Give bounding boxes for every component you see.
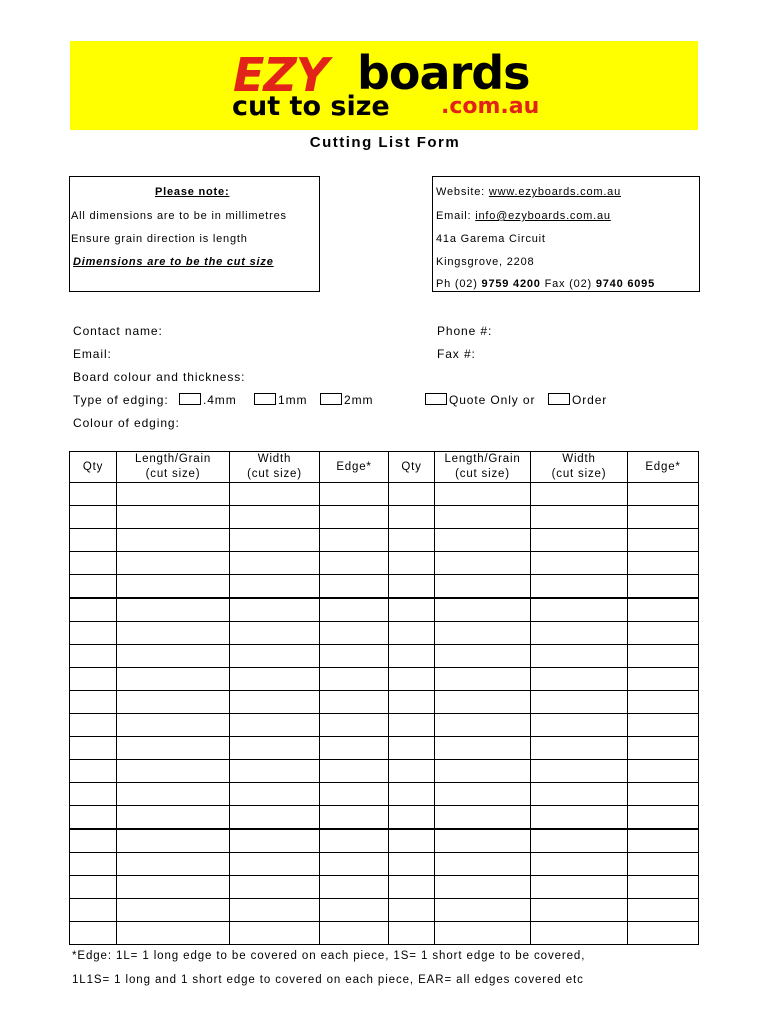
table-cell[interactable]: [117, 575, 230, 599]
email-link[interactable]: info@ezyboards.com.au: [475, 210, 611, 222]
table-row: [70, 552, 699, 575]
edging-type-label: Type of edging:: [73, 393, 169, 407]
table-cell[interactable]: [230, 691, 320, 714]
table-cell[interactable]: [230, 876, 320, 899]
table-cell[interactable]: [70, 783, 117, 806]
table-cell[interactable]: [435, 853, 531, 876]
table-cell[interactable]: [531, 668, 628, 691]
table-cell[interactable]: [70, 622, 117, 645]
table-cell[interactable]: [117, 783, 230, 806]
table-cell[interactable]: [628, 691, 699, 714]
table-cell[interactable]: [320, 806, 389, 830]
table-cell[interactable]: [320, 737, 389, 760]
quote-checkbox[interactable]: [425, 393, 447, 405]
table-row: [70, 668, 699, 691]
table-cell[interactable]: [389, 529, 435, 552]
col-header-edge: Edge*: [628, 452, 699, 483]
table-row: [70, 506, 699, 529]
table-cell[interactable]: [70, 668, 117, 691]
table-row: [70, 483, 699, 506]
table-cell[interactable]: [70, 691, 117, 714]
footer-note: *Edge: 1L= 1 long edge to be covered on each piece, 1S= 1 short edge to be covered,: [72, 950, 586, 962]
table-cell[interactable]: [320, 506, 389, 529]
table-cell[interactable]: [628, 806, 699, 830]
table-cell[interactable]: [531, 575, 628, 599]
order-checkbox[interactable]: [548, 393, 570, 405]
table-cell[interactable]: [389, 829, 435, 853]
table-cell[interactable]: [531, 529, 628, 552]
table-cell[interactable]: [117, 552, 230, 575]
table-cell[interactable]: [389, 668, 435, 691]
footer-note: 1L1S= 1 long and 1 short edge to covered on each piece, EAR= all edges covered etc: [72, 974, 584, 986]
table-cell[interactable]: [389, 853, 435, 876]
table-cell[interactable]: [389, 598, 435, 622]
table-cell[interactable]: [117, 876, 230, 899]
table-cell[interactable]: [320, 529, 389, 552]
table-cell[interactable]: [628, 876, 699, 899]
quote-label: Quote Only or: [449, 393, 536, 407]
table-cell[interactable]: [70, 575, 117, 599]
table-cell[interactable]: [117, 853, 230, 876]
table-cell[interactable]: [531, 737, 628, 760]
col-header-width: Width (cut size): [531, 452, 628, 483]
table-row: [70, 806, 699, 830]
table-cell[interactable]: [628, 598, 699, 622]
table-cell[interactable]: [320, 760, 389, 783]
table-row: [70, 829, 699, 853]
table-cell[interactable]: [435, 668, 531, 691]
table-row: [70, 853, 699, 876]
table-cell[interactable]: [230, 853, 320, 876]
table-cell[interactable]: [435, 552, 531, 575]
table-cell[interactable]: [435, 483, 531, 506]
table-cell[interactable]: [531, 483, 628, 506]
suburb: Kingsgrove, 2208: [436, 256, 535, 268]
table-cell[interactable]: [435, 575, 531, 599]
col-header-qty: Qty: [389, 452, 435, 483]
table-row: [70, 737, 699, 760]
note-line: Ensure grain direction is length: [71, 233, 248, 245]
table-cell[interactable]: [435, 645, 531, 668]
table-cell[interactable]: [389, 552, 435, 575]
table-cell[interactable]: [628, 529, 699, 552]
table-row: [70, 691, 699, 714]
table-cell[interactable]: [628, 506, 699, 529]
table-cell[interactable]: [531, 622, 628, 645]
table-cell[interactable]: [435, 529, 531, 552]
table-cell[interactable]: [531, 506, 628, 529]
website: Website: www.ezyboards.com.au: [436, 186, 622, 198]
table-cell[interactable]: [628, 737, 699, 760]
table-cell[interactable]: [230, 622, 320, 645]
table-cell[interactable]: [320, 853, 389, 876]
table-cell[interactable]: [70, 598, 117, 622]
table-cell[interactable]: [117, 622, 230, 645]
table-cell[interactable]: [230, 645, 320, 668]
table-row: [70, 622, 699, 645]
table-cell[interactable]: [320, 598, 389, 622]
table-cell[interactable]: [531, 691, 628, 714]
note-line-emphasis: Dimensions are to be the cut size: [73, 256, 274, 268]
table-row: [70, 876, 699, 899]
table-cell[interactable]: [389, 714, 435, 737]
table-cell[interactable]: [531, 714, 628, 737]
table-cell[interactable]: [531, 922, 628, 945]
table-cell[interactable]: [70, 483, 117, 506]
table-cell[interactable]: [70, 645, 117, 668]
table-cell[interactable]: [320, 783, 389, 806]
table-cell[interactable]: [531, 899, 628, 922]
table-cell[interactable]: [435, 922, 531, 945]
table-row: [70, 529, 699, 552]
phone-fax: Ph (02) 9759 4200 Fax (02) 9740 6095: [436, 278, 656, 290]
table-cell[interactable]: [435, 783, 531, 806]
table-cell[interactable]: [389, 922, 435, 945]
table-cell[interactable]: [117, 598, 230, 622]
logo-domain: .com.au: [441, 94, 540, 119]
edging-04mm-checkbox[interactable]: [179, 393, 201, 405]
table-cell[interactable]: [435, 691, 531, 714]
edging-option-label: .4mm: [203, 393, 237, 407]
table-cell[interactable]: [628, 853, 699, 876]
table-cell[interactable]: [435, 598, 531, 622]
website-link[interactable]: www.ezyboards.com.au: [488, 186, 622, 198]
table-cell[interactable]: [628, 552, 699, 575]
table-cell[interactable]: [230, 760, 320, 783]
address: 41a Garema Circuit: [436, 233, 546, 245]
table-cell[interactable]: [320, 876, 389, 899]
edging-2mm-checkbox[interactable]: [320, 393, 342, 405]
table-cell[interactable]: [230, 668, 320, 691]
table-row: [70, 899, 699, 922]
table-cell[interactable]: [435, 714, 531, 737]
note-line: All dimensions are to be in millimetres: [71, 210, 287, 222]
table-cell[interactable]: [117, 737, 230, 760]
cutting-list-table: [69, 451, 699, 945]
table-cell[interactable]: [435, 899, 531, 922]
col-header-length: Length/Grain (cut size): [117, 452, 230, 483]
table-cell[interactable]: [435, 737, 531, 760]
table-cell[interactable]: [389, 876, 435, 899]
table-cell[interactable]: [389, 645, 435, 668]
col-header-width: Width (cut size): [230, 452, 320, 483]
table-cell[interactable]: [531, 876, 628, 899]
table-cell[interactable]: [230, 737, 320, 760]
table-cell[interactable]: [230, 575, 320, 599]
table-cell[interactable]: [70, 714, 117, 737]
table-cell[interactable]: [531, 853, 628, 876]
logo-tagline: cut to size: [232, 91, 390, 122]
table-cell[interactable]: [320, 552, 389, 575]
table-cell[interactable]: [320, 622, 389, 645]
table-cell[interactable]: [70, 506, 117, 529]
table-cell[interactable]: [435, 806, 531, 830]
table-cell[interactable]: [230, 922, 320, 945]
table-cell[interactable]: [117, 483, 230, 506]
page-title: Cutting List Form: [309, 134, 461, 151]
table-cell[interactable]: [320, 668, 389, 691]
table-cell[interactable]: [230, 806, 320, 830]
table-row: [70, 760, 699, 783]
table-cell[interactable]: [628, 922, 699, 945]
table-cell[interactable]: [435, 829, 531, 853]
table-cell[interactable]: [230, 598, 320, 622]
table-cell[interactable]: [531, 806, 628, 830]
email-label: Email:: [73, 347, 112, 361]
table-cell[interactable]: [320, 691, 389, 714]
table-cell[interactable]: [70, 899, 117, 922]
edging-1mm-checkbox[interactable]: [254, 393, 276, 405]
table-cell[interactable]: [531, 645, 628, 668]
table-cell[interactable]: [70, 737, 117, 760]
table-cell[interactable]: [435, 876, 531, 899]
table-cell[interactable]: [117, 645, 230, 668]
table-cell[interactable]: [320, 899, 389, 922]
table-cell[interactable]: [628, 899, 699, 922]
col-header-length: Length/Grain (cut size): [435, 452, 531, 483]
edging-option-label: 2mm: [344, 393, 374, 407]
table-cell[interactable]: [628, 829, 699, 853]
table-cell[interactable]: [389, 806, 435, 830]
contact-name-label: Contact name:: [73, 324, 163, 338]
table-cell[interactable]: [117, 529, 230, 552]
table-cell[interactable]: [70, 760, 117, 783]
col-header-edge: Edge*: [320, 452, 389, 483]
table-cell[interactable]: [320, 645, 389, 668]
table-cell[interactable]: [230, 483, 320, 506]
table-cell[interactable]: [230, 829, 320, 853]
table-cell[interactable]: [70, 806, 117, 830]
table-row: [70, 575, 699, 599]
table-cell[interactable]: [435, 760, 531, 783]
note-heading: Please note:: [155, 186, 230, 198]
table-cell[interactable]: [230, 899, 320, 922]
table-cell[interactable]: [389, 622, 435, 645]
table-cell[interactable]: [117, 829, 230, 853]
table-cell[interactable]: [230, 714, 320, 737]
phone-label: Phone #:: [437, 324, 493, 338]
table-cell[interactable]: [117, 506, 230, 529]
table-cell[interactable]: [628, 783, 699, 806]
table-cell[interactable]: [628, 760, 699, 783]
table-cell[interactable]: [531, 783, 628, 806]
table-cell[interactable]: [389, 506, 435, 529]
table-cell[interactable]: [70, 829, 117, 853]
logo-ezy: EZY: [233, 48, 329, 102]
table-cell[interactable]: [628, 483, 699, 506]
table-cell[interactable]: [320, 922, 389, 945]
table-cell[interactable]: [70, 922, 117, 945]
table-cell[interactable]: [117, 691, 230, 714]
table-cell[interactable]: [531, 760, 628, 783]
table-cell[interactable]: [628, 575, 699, 599]
table-cell[interactable]: [389, 575, 435, 599]
table-cell[interactable]: [389, 783, 435, 806]
table-row: [70, 783, 699, 806]
edging-colour-label: Colour of edging:: [73, 416, 180, 430]
table-cell[interactable]: [531, 598, 628, 622]
table-cell[interactable]: [230, 783, 320, 806]
table-cell[interactable]: [70, 529, 117, 552]
table-cell[interactable]: [389, 483, 435, 506]
table-row: [70, 645, 699, 668]
table-cell[interactable]: [435, 622, 531, 645]
table-cell[interactable]: [628, 645, 699, 668]
table-cell[interactable]: [117, 668, 230, 691]
table-cell[interactable]: [320, 829, 389, 853]
table-cell[interactable]: [389, 691, 435, 714]
table-cell[interactable]: [389, 899, 435, 922]
table-row: [70, 598, 699, 622]
table-cell[interactable]: [70, 876, 117, 899]
logo-boards: boards: [357, 46, 530, 100]
col-header-qty: Qty: [70, 452, 117, 483]
table-cell[interactable]: [117, 714, 230, 737]
table-cell[interactable]: [389, 737, 435, 760]
table-cell[interactable]: [320, 714, 389, 737]
order-label: Order: [572, 393, 608, 407]
table-cell[interactable]: [230, 506, 320, 529]
edging-option-label: 1mm: [278, 393, 308, 407]
table-cell[interactable]: [531, 552, 628, 575]
table-cell[interactable]: [117, 806, 230, 830]
table-cell[interactable]: [389, 760, 435, 783]
table-cell[interactable]: [117, 922, 230, 945]
email: Email: info@ezyboards.com.au: [436, 210, 611, 222]
table-cell[interactable]: [628, 714, 699, 737]
fax-label: Fax #:: [437, 347, 476, 361]
table-cell[interactable]: [435, 506, 531, 529]
table-cell[interactable]: [320, 483, 389, 506]
table-cell[interactable]: [70, 853, 117, 876]
table-cell[interactable]: [117, 899, 230, 922]
table-cell[interactable]: [628, 622, 699, 645]
table-cell[interactable]: [628, 668, 699, 691]
table-cell[interactable]: [320, 575, 389, 599]
table-cell[interactable]: [531, 829, 628, 853]
table-cell[interactable]: [230, 529, 320, 552]
table-row: [70, 714, 699, 737]
board-label: Board colour and thickness:: [73, 370, 246, 384]
table-cell[interactable]: [230, 552, 320, 575]
table-cell[interactable]: [70, 552, 117, 575]
table-cell[interactable]: [117, 760, 230, 783]
table-row: [70, 922, 699, 945]
